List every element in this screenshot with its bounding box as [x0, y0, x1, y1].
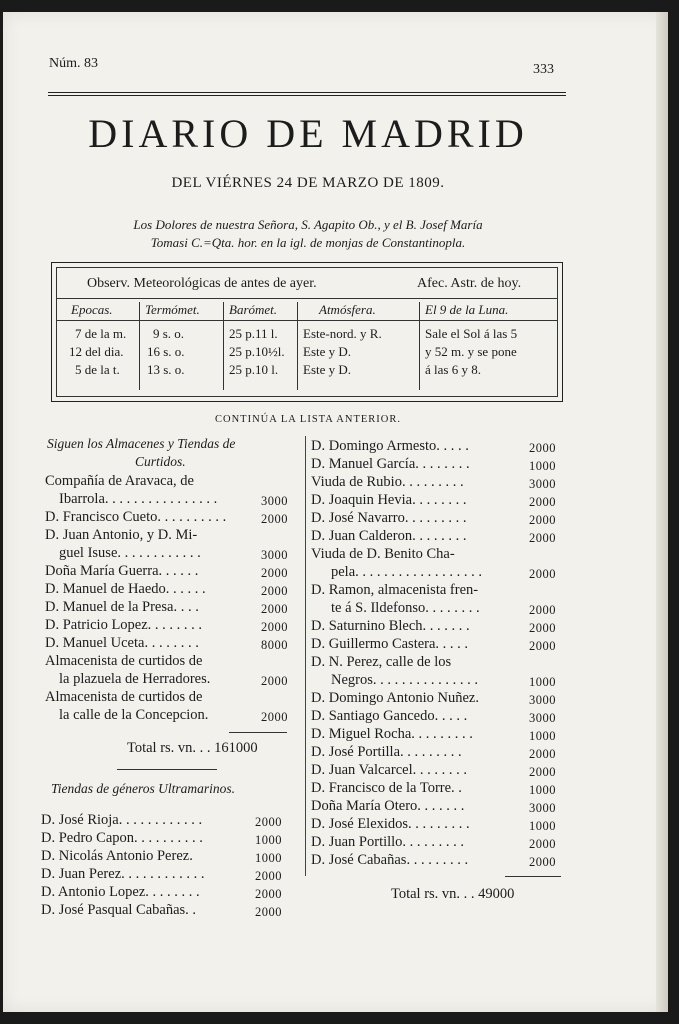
left2-entry-3-amount: 1000 [255, 851, 282, 865]
right-total-rule [505, 876, 561, 877]
left2-entry-6-amount: 2000 [255, 905, 282, 919]
left-subtitle-1: Siguen los Almacenes y Tiendas de [47, 436, 236, 451]
right-entry-21: D. José Cabañas. . . . . . . . . [311, 852, 469, 868]
right-entry-7-line1: Viuda de D. Benito Cha- [311, 546, 455, 562]
luna-line-2: y 52 m. y se pone [425, 344, 517, 359]
left-entry-9-amount: 2000 [261, 674, 288, 688]
left-entry-1-line2: Ibarrola. . . . . . . . . . . . . . . . [59, 491, 218, 507]
right-entry-16-amount: 2000 [529, 765, 556, 779]
left2-entry-5: D. Antonio Lopez. . . . . . . . [41, 884, 200, 900]
right-entry-11-amount: 1000 [529, 675, 556, 689]
left2-entry-6: D. José Pasqual Cabañas. . [41, 902, 197, 918]
meteo-row-1-baro: 25 p.11 l. [229, 326, 278, 341]
newspaper-page [3, 12, 668, 1012]
right-entry-14: D. Miguel Rocha. . . . . . . . . [311, 726, 473, 742]
left-entry-4-amount: 2000 [261, 566, 288, 580]
col-luna: El 9 de la Luna. [425, 302, 509, 317]
left-entry-7: D. Patricio Lopez. . . . . . . . [45, 617, 203, 633]
luna-line-1: Sale el Sol á las 5 [425, 326, 518, 341]
right-entry-11-line2: Negros. . . . . . . . . . . . . . . [331, 672, 479, 688]
right-entry-7-line2: pela. . . . . . . . . . . . . . . . . . [331, 564, 483, 580]
meteo-vline-3 [297, 302, 298, 390]
right-entry-13: D. Santiago Gancedo. . . . . [311, 708, 468, 724]
right-entry-18: Doña María Otero. . . . . . . [311, 798, 465, 814]
left-entry-10-line1: Almacenista de curtidos de [45, 689, 203, 705]
meteo-rule-top [57, 298, 557, 299]
saints-of-day [58, 216, 558, 252]
saints-line-2: Tomasi C.=Qta. hor. en la igl. de monjas de Constantinopla. [150, 235, 466, 250]
right-entry-11-line1: D. N. Perez, calle de los [311, 654, 452, 670]
left2-entry-3: D. Nicolás Antonio Perez. [41, 848, 193, 864]
right-entry-12: D. Domingo Antonio Nuñez. [311, 690, 479, 706]
saints-line-1: Los Dolores de nuestra Señora, S. Agapito Ob., y el B. Josef María [133, 217, 483, 232]
right-entry-3: Viuda de Rubio. . . . . . . . . [311, 474, 464, 490]
luna-line-3: á las 6 y 8. [425, 362, 481, 377]
right-entry-10-amount: 2000 [529, 639, 556, 653]
right-entry-1-amount: 2000 [529, 441, 556, 455]
right-entry-20: D. Juan Portillo. . . . . . . . . [311, 834, 465, 850]
meteo-row-2-termo: 16 s. o. [147, 344, 185, 359]
meteo-vline-1 [139, 302, 140, 390]
right-total: Total rs. vn. . . 49000 [391, 886, 515, 902]
page-edge [656, 12, 668, 1012]
right-entry-17: D. Francisco de la Torre. . [311, 780, 462, 796]
left-entry-9-line2: la plazuela de Herradores. [59, 671, 211, 687]
right-entry-17-amount: 1000 [529, 783, 556, 797]
meteo-inner-frame [56, 267, 558, 397]
right-entry-5-amount: 2000 [529, 513, 556, 527]
right-entry-7-amount: 2000 [529, 567, 556, 581]
left-column [39, 436, 299, 936]
meteorological-table [51, 262, 563, 402]
right-entry-1: D. Domingo Armesto. . . . . [311, 438, 469, 454]
left2-entry-5-amount: 2000 [255, 887, 282, 901]
left-entry-6-amount: 2000 [261, 602, 288, 616]
meteo-row-1-epoca: 7 de la m. [75, 326, 127, 341]
left2-entry-4: D. Juan Perez. . . . . . . . . . . . [41, 866, 205, 882]
right-entry-18-amount: 3000 [529, 801, 556, 815]
right-entry-2-amount: 1000 [529, 459, 556, 473]
meteo-row-1-termo: 9 s. o. [153, 326, 185, 341]
right-entry-15: D. José Portilla. . . . . . . . . [311, 744, 462, 760]
right-entry-12-amount: 3000 [529, 693, 556, 707]
left-entry-4: Doña María Guerra. . . . . . [45, 563, 199, 579]
meteo-vline-2 [223, 302, 224, 390]
left-entry-5: D. Manuel de Haedo. . . . . . [45, 581, 206, 597]
meteo-row-2-atmos: Este y D. [303, 344, 352, 359]
right-entry-8-line2: te á S. Ildefonso. . . . . . . . [331, 600, 480, 616]
left-total-rule [229, 732, 287, 733]
left-entry-8-amount: 8000 [261, 638, 288, 652]
left-entry-3-line2: guel Isuse. . . . . . . . . . . . [59, 545, 201, 561]
right-entry-19: D. José Elexidos. . . . . . . . . [311, 816, 470, 832]
right-entry-20-amount: 2000 [529, 837, 556, 851]
right-entry-21-amount: 2000 [529, 855, 556, 869]
right-entry-15-amount: 2000 [529, 747, 556, 761]
issue-number: Núm. 83 [49, 56, 98, 71]
col-atmosfera: Atmósfera. [319, 302, 376, 317]
meteo-heading-left: Observ. Meteorológicas de antes de ayer. [87, 276, 317, 291]
left2-entry-1-amount: 2000 [255, 815, 282, 829]
dateline: DEL VIÉRNES 24 DE MARZO DE 1809. [171, 175, 445, 191]
left-entry-10-amount: 2000 [261, 710, 288, 724]
right-entry-16: D. Juan Valcarcel. . . . . . . . [311, 762, 467, 778]
left2-entry-1: D. José Rioja. . . . . . . . . . . . [41, 812, 203, 828]
left-entry-10-line2: la calle de la Concepcion. [59, 707, 209, 723]
left-subtitle-3: Tiendas de géneros Ultramarinos. [51, 781, 236, 796]
right-entry-14-amount: 1000 [529, 729, 556, 743]
right-entry-5: D. José Navarro. . . . . . . . . [311, 510, 467, 526]
meteo-row-3-baro: 25 p.10 l. [229, 362, 279, 377]
right-entry-4-amount: 2000 [529, 495, 556, 509]
meteo-row-2-baro: 25 p.10½l. [229, 344, 285, 359]
left2-entry-2-amount: 1000 [255, 833, 282, 847]
right-entry-3-amount: 3000 [529, 477, 556, 491]
left-total: Total rs. vn. . . 161000 [127, 740, 258, 756]
left-entry-9-line1: Almacenista de curtidos de [45, 653, 203, 669]
section-title: CONTINÚA LA LISTA ANTERIOR. [215, 414, 401, 425]
left-entry-5-amount: 2000 [261, 584, 288, 598]
right-entry-9: D. Saturnino Blech. . . . . . . [311, 618, 470, 634]
column-divider [305, 436, 306, 876]
right-entry-6-amount: 2000 [529, 531, 556, 545]
left2-entry-4-amount: 2000 [255, 869, 282, 883]
masthead-title: DIARIO DE MADRID [88, 111, 528, 156]
col-termometro: Termómet. [145, 302, 200, 317]
meteo-row-1-atmos: Este-nord. y R. [303, 326, 382, 341]
left-separator [117, 769, 217, 770]
left-entry-1-amount: 3000 [261, 494, 288, 508]
left2-entry-2: D. Pedro Capon. . . . . . . . . . [41, 830, 203, 846]
meteo-row-3-epoca: 5 de la t. [75, 362, 120, 377]
right-entry-13-amount: 3000 [529, 711, 556, 725]
col-barometro: Barómet. [229, 302, 278, 317]
right-entry-19-amount: 1000 [529, 819, 556, 833]
meteo-row-2-epoca: 12 del dia. [69, 344, 124, 359]
col-epocas: Epocas. [71, 302, 113, 317]
left-entry-6: D. Manuel de la Presa. . . . [45, 599, 199, 615]
left-entry-7-amount: 2000 [261, 620, 288, 634]
right-entry-9-amount: 2000 [529, 621, 556, 635]
right-entry-8-amount: 2000 [529, 603, 556, 617]
left-entry-2: D. Francisco Cueto. . . . . . . . . . [45, 509, 227, 525]
right-entry-10: D. Guillermo Castera. . . . . [311, 636, 469, 652]
left-subtitle-2: Curtidos. [135, 454, 186, 469]
header-rule [48, 92, 566, 96]
meteo-vline-4 [419, 302, 420, 390]
right-entry-8-line1: D. Ramon, almacenista fren- [311, 582, 479, 598]
right-entry-6: D. Juan Calderon. . . . . . . . [311, 528, 467, 544]
meteo-row-3-termo: 13 s. o. [147, 362, 185, 377]
left-entry-1-line1: Compañía de Aravaca, de [45, 473, 194, 489]
left-entry-3-amount: 3000 [261, 548, 288, 562]
left-entry-3-line1: D. Juan Antonio, y D. Mi- [45, 527, 198, 543]
left-entry-8: D. Manuel Uceta. . . . . . . . [45, 635, 199, 651]
page-number: 333 [533, 62, 554, 77]
meteo-row-3-atmos: Este y D. [303, 362, 352, 377]
meteo-heading-right: Afec. Astr. de hoy. [417, 276, 522, 291]
right-entry-2: D. Manuel García. . . . . . . . [311, 456, 470, 472]
right-entry-4: D. Joaquin Hevia. . . . . . . . [311, 492, 467, 508]
right-column [309, 436, 567, 916]
meteo-rule-header [57, 320, 557, 321]
left-entry-2-amount: 2000 [261, 512, 288, 526]
